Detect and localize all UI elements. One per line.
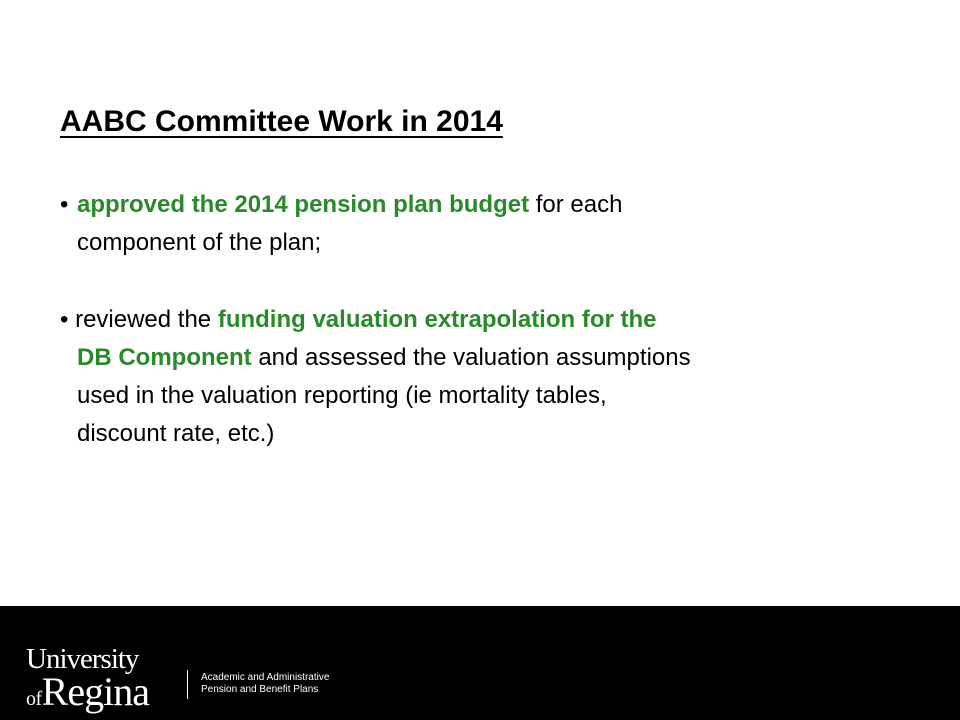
highlight-text: funding valuation extrapolation for the: [217, 306, 657, 333]
bullet-text: component of the plan;: [77, 229, 322, 256]
logo-regina-line: [26, 669, 149, 719]
slide-title: AABC Committee Work in 2014: [60, 105, 503, 138]
bullet-text: and assessed the valuation assumptions: [251, 344, 691, 371]
logo-regina-text: Regina: [41, 669, 149, 714]
footer-caption-line: Academic and Administrative: [201, 672, 330, 683]
bullet-line: [60, 186, 622, 224]
footer-caption: [201, 672, 329, 696]
bullet-line: [60, 339, 691, 377]
bullet-text: for each: [529, 191, 623, 218]
bullet-marker: •: [60, 306, 69, 333]
logo-university-text: University: [26, 643, 139, 675]
bullet-marker: •: [60, 191, 69, 218]
bullet-text: reviewed the: [68, 306, 218, 333]
footer-bar: [0, 606, 960, 720]
bullet-text: discount rate, etc.): [77, 420, 275, 447]
footer-caption-line: Pension and Benefit Plans: [201, 684, 319, 695]
logo-of-text: of: [26, 688, 42, 710]
bullet-budget: [60, 186, 622, 262]
bullet-text: used in the valuation reporting (ie mortality tables,: [77, 382, 607, 409]
footer-divider: [187, 670, 188, 699]
highlight-text: approved the 2014 pension plan budget: [77, 191, 530, 218]
university-logo: [26, 644, 149, 719]
highlight-text: DB Component: [77, 344, 252, 371]
bullet-funding-valuation: [60, 301, 691, 453]
bullet-line: [60, 301, 691, 339]
